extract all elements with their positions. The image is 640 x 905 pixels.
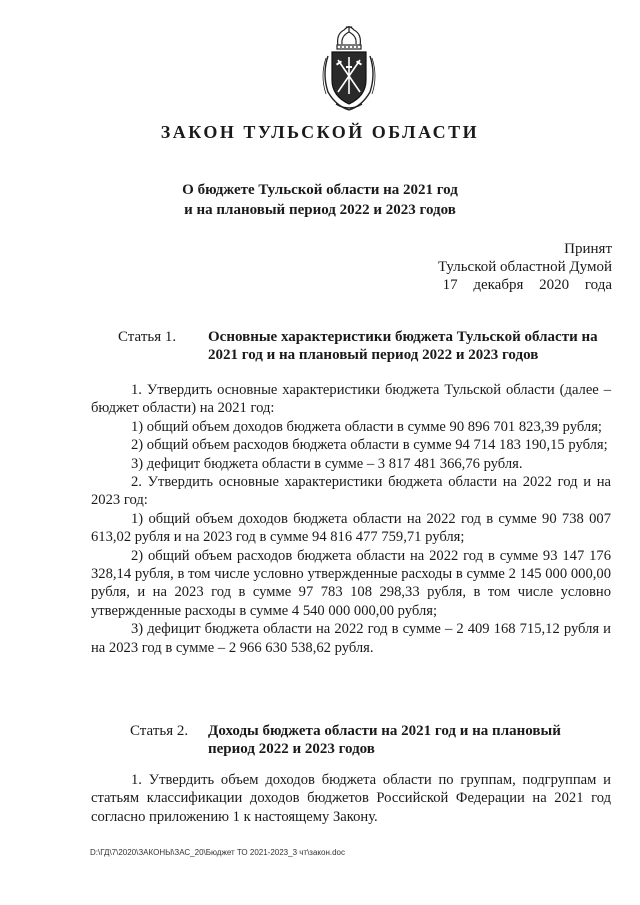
paragraph: 3) дефицит бюджета области в сумме – 3 817 481 366,76 рубля.	[131, 455, 523, 472]
paragraph: 1) общий объем доходов бюджета области на 2022 год в сумме 90 738 007 613,02 рубля и на 2023 год в сумме 94 816 477 759,71 рубля;	[91, 510, 611, 546]
article-number: Статья 2.	[130, 723, 189, 739]
law-title: ЗАКОН ТУЛЬСКОЙ ОБЛАСТИ	[160, 122, 480, 142]
adoption-body: Тульской областной Думой	[437, 259, 612, 275]
article-1-body	[91, 381, 611, 657]
article-number: Статья 1.	[118, 329, 177, 345]
file-path-footer: D:\ГД\7\2020\ЗАКОНЫ\ЗАС_20\Бюджет ТО 2021-2023_3 чт\закон.doc	[90, 848, 345, 857]
paragraph: 2) общий объем расходов бюджета области на 2022 год в сумме 93 147 176 328,14 рубля, в том числе условно утвержденные расходы в сумме 2 145 000 000,00 рубля, и на 2023 год в сумме 97 783 108 298,33 рубля, в том числе условно утвержденные расходы в сумме 4 540 000 000,00 рубля;	[91, 547, 611, 619]
adoption-date: 17 декабря 2020 года	[442, 277, 612, 293]
paragraph: 1. Утвердить основные характеристики бюджета Тульской области (далее – бюджет области) на 2021 год:	[91, 382, 611, 417]
article-2-body	[91, 771, 611, 826]
article-title: Доходы бюджета области на 2021 год и на плановый период 2022 и 2023 годов	[208, 723, 561, 757]
paragraph: 1) общий объем доходов бюджета области в сумме 90 896 701 823,39 рубля;	[131, 418, 602, 435]
paragraph: 2) общий объем расходов бюджета области в сумме 94 714 183 190,15 рубля;	[131, 437, 608, 454]
law-subtitle-line: и на плановый период 2022 и 2023 годов	[184, 202, 456, 218]
adoption-status: Принят	[564, 241, 612, 257]
law-subtitle	[0, 180, 640, 220]
paragraph: 1. Утвердить объем доходов бюджета области по группам, подгруппам и статьям классификации доходов бюджетов Российской Федерации на 2021 год согласно приложению 1 к настоящему Закону.	[91, 772, 611, 825]
law-subtitle-line: О бюджете Тульской области на 2021 год	[182, 182, 458, 198]
article-title: Основные характеристики бюджета Тульской области на 2021 год и на плановый период 2022 и 2023 годов	[208, 329, 598, 363]
adoption-block	[438, 240, 612, 294]
tula-coat-of-arms-emblem	[318, 22, 380, 114]
paragraph: 3) дефицит бюджета области на 2022 год в сумме – 2 409 168 715,12 рубля и на 2023 год в сумме – 2 966 630 538,62 рубля.	[91, 621, 611, 656]
paragraph: 2. Утвердить основные характеристики бюджета области на 2022 год и на 2023 год:	[91, 474, 611, 509]
